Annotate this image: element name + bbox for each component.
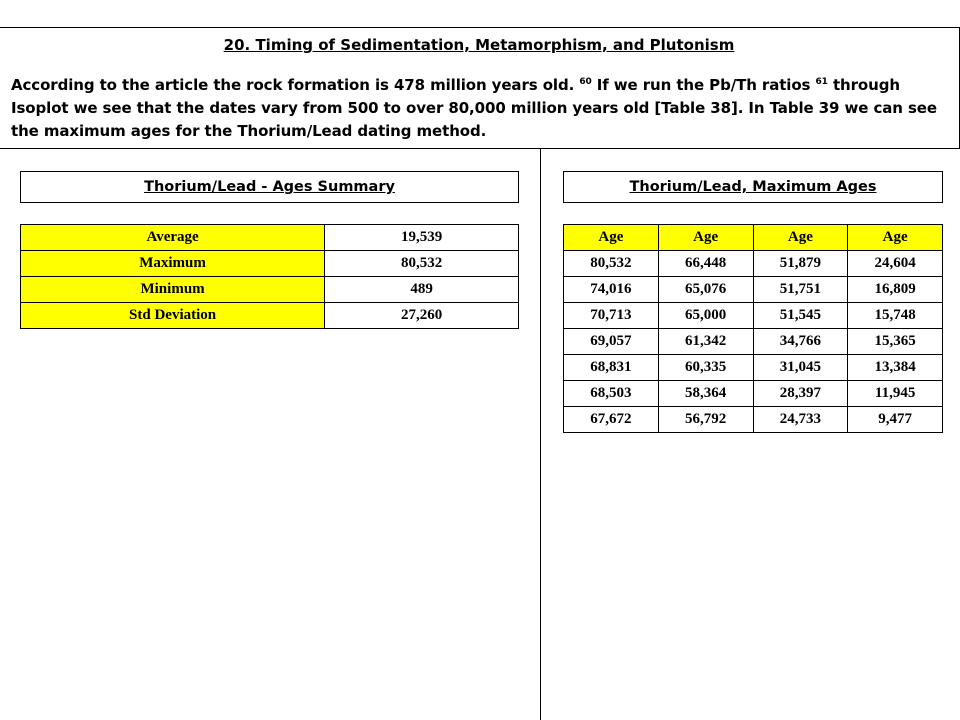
table-cell: 65,076 <box>658 277 753 303</box>
intro-text-2: If we run the Pb/Th ratios <box>596 76 811 94</box>
table-cell: 24,733 <box>753 407 848 433</box>
intro-text-3: through Isoplot we see that the dates vary from 500 to over 80,000 million years old [Table 38]. In Table 39 we can see the maximum ages for the Thorium/Lead dating method. <box>11 76 937 140</box>
max-ages-table <box>563 224 943 433</box>
table-cell: 51,879 <box>753 251 848 277</box>
summary-value: 80,532 <box>325 251 519 277</box>
footnote-ref-60: 60 <box>579 77 592 87</box>
table-cell: 69,057 <box>564 329 659 355</box>
table-row <box>564 303 943 329</box>
summary-label: Average <box>21 225 325 251</box>
table-cell: 16,809 <box>848 277 943 303</box>
intro-text-1: According to the article the rock formation is 478 million years old. <box>11 76 575 94</box>
table-cell: 28,397 <box>753 381 848 407</box>
column-header: Age <box>848 225 943 251</box>
table-cell: 56,792 <box>658 407 753 433</box>
table-cell: 24,604 <box>848 251 943 277</box>
summary-value: 489 <box>325 277 519 303</box>
table-row <box>21 251 519 277</box>
column-header: Age <box>658 225 753 251</box>
summary-section-title: Thorium/Lead - Ages Summary <box>20 171 519 203</box>
vertical-divider <box>540 149 541 720</box>
table-cell: 66,448 <box>658 251 753 277</box>
table-row <box>564 407 943 433</box>
summary-label: Maximum <box>21 251 325 277</box>
table-cell: 74,016 <box>564 277 659 303</box>
table-cell: 68,503 <box>564 381 659 407</box>
intro-paragraph <box>11 74 953 143</box>
table-cell: 13,384 <box>848 355 943 381</box>
table-cell: 61,342 <box>658 329 753 355</box>
table-cell: 34,766 <box>753 329 848 355</box>
table-row <box>564 355 943 381</box>
table-header-row <box>564 225 943 251</box>
table-cell: 67,672 <box>564 407 659 433</box>
column-header: Age <box>753 225 848 251</box>
table-cell: 9,477 <box>848 407 943 433</box>
summary-label: Minimum <box>21 277 325 303</box>
table-row <box>21 225 519 251</box>
table-cell: 15,365 <box>848 329 943 355</box>
table-row <box>564 277 943 303</box>
summary-label: Std Deviation <box>21 303 325 329</box>
table-cell: 51,751 <box>753 277 848 303</box>
table-row <box>564 381 943 407</box>
table-cell: 51,545 <box>753 303 848 329</box>
table-cell: 11,945 <box>848 381 943 407</box>
column-header: Age <box>564 225 659 251</box>
header-box <box>0 27 960 149</box>
table-row <box>21 277 519 303</box>
table-cell: 15,748 <box>848 303 943 329</box>
table-cell: 31,045 <box>753 355 848 381</box>
table-row <box>564 251 943 277</box>
table-row <box>21 303 519 329</box>
footnote-ref-61: 61 <box>815 77 828 87</box>
table-cell: 80,532 <box>564 251 659 277</box>
summary-table <box>20 224 519 329</box>
max-ages-section-title: Thorium/Lead, Maximum Ages <box>563 171 943 203</box>
table-cell: 70,713 <box>564 303 659 329</box>
summary-value: 27,260 <box>325 303 519 329</box>
summary-value: 19,539 <box>325 225 519 251</box>
table-cell: 68,831 <box>564 355 659 381</box>
table-row <box>564 329 943 355</box>
table-cell: 65,000 <box>658 303 753 329</box>
table-cell: 58,364 <box>658 381 753 407</box>
table-cell: 60,335 <box>658 355 753 381</box>
page-title: 20. Timing of Sedimentation, Metamorphism, and Plutonism <box>223 36 735 54</box>
